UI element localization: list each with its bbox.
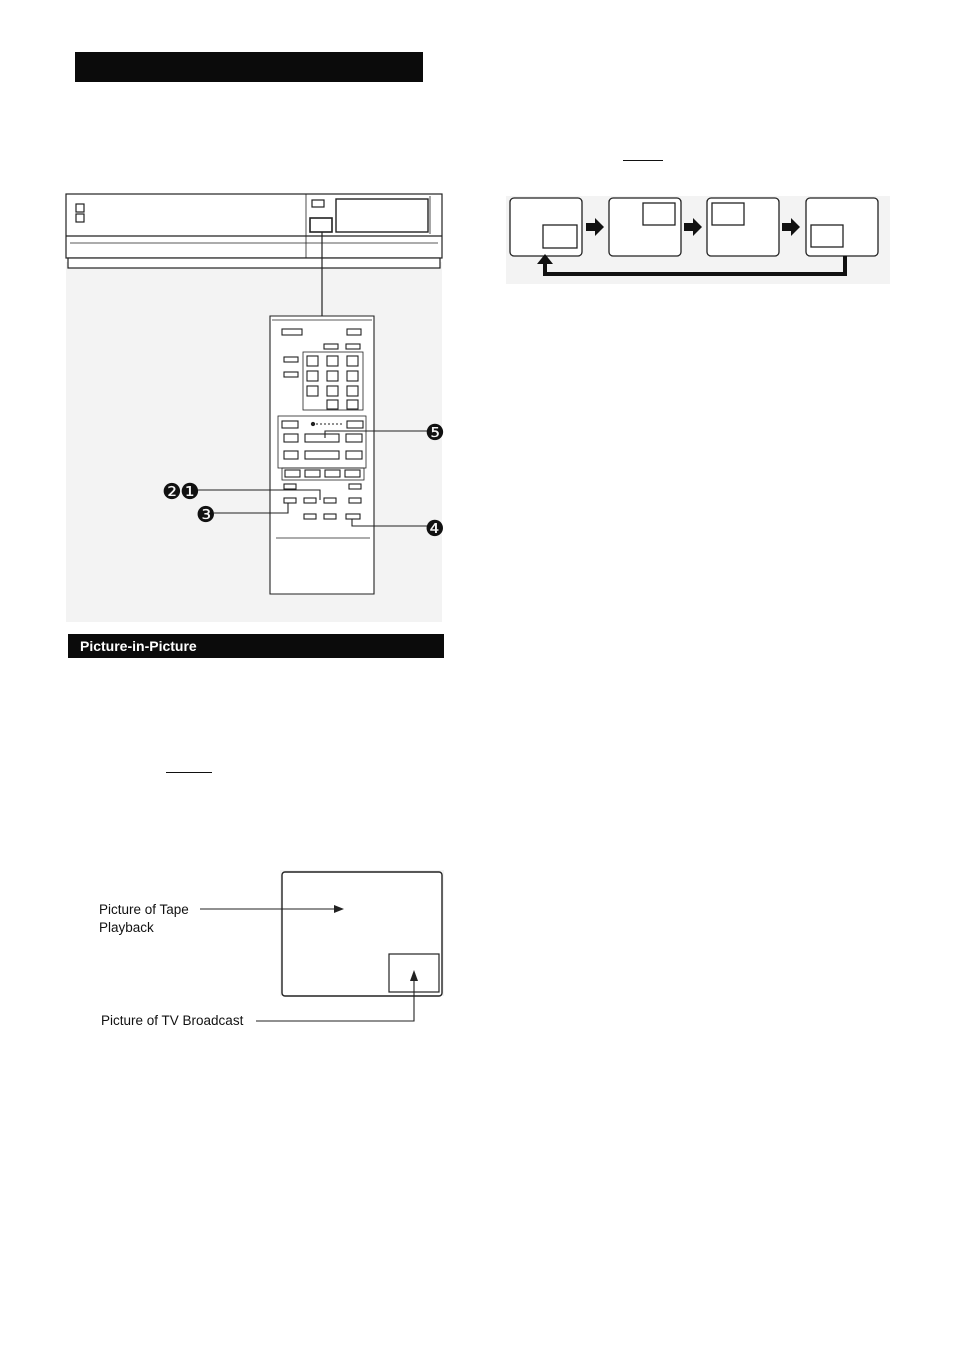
callout-2: ❷ — [162, 480, 182, 505]
vcr-unit — [66, 194, 442, 268]
pip-window-top-left — [712, 203, 744, 225]
tape-playback-label-line2: Playback — [99, 920, 154, 935]
pip-window-bottom-left — [811, 225, 843, 247]
callout-5: ❺ — [425, 421, 445, 446]
underline-rule-left — [166, 772, 212, 773]
pip-position-cycle-diagram — [500, 190, 890, 290]
tape-playback-label-line1: Picture of Tape — [99, 902, 189, 917]
pip-window-bottom-right — [543, 225, 577, 248]
remote-control — [270, 316, 374, 594]
callout-3: ❸ — [196, 503, 216, 528]
callout-1: ❶ — [180, 480, 200, 505]
section-title: Picture-in-Picture — [68, 634, 444, 658]
pip-window-top-right — [643, 203, 675, 225]
tv-broadcast-label: Picture of TV Broadcast — [101, 1013, 244, 1028]
callout-4: ❹ — [425, 517, 445, 542]
